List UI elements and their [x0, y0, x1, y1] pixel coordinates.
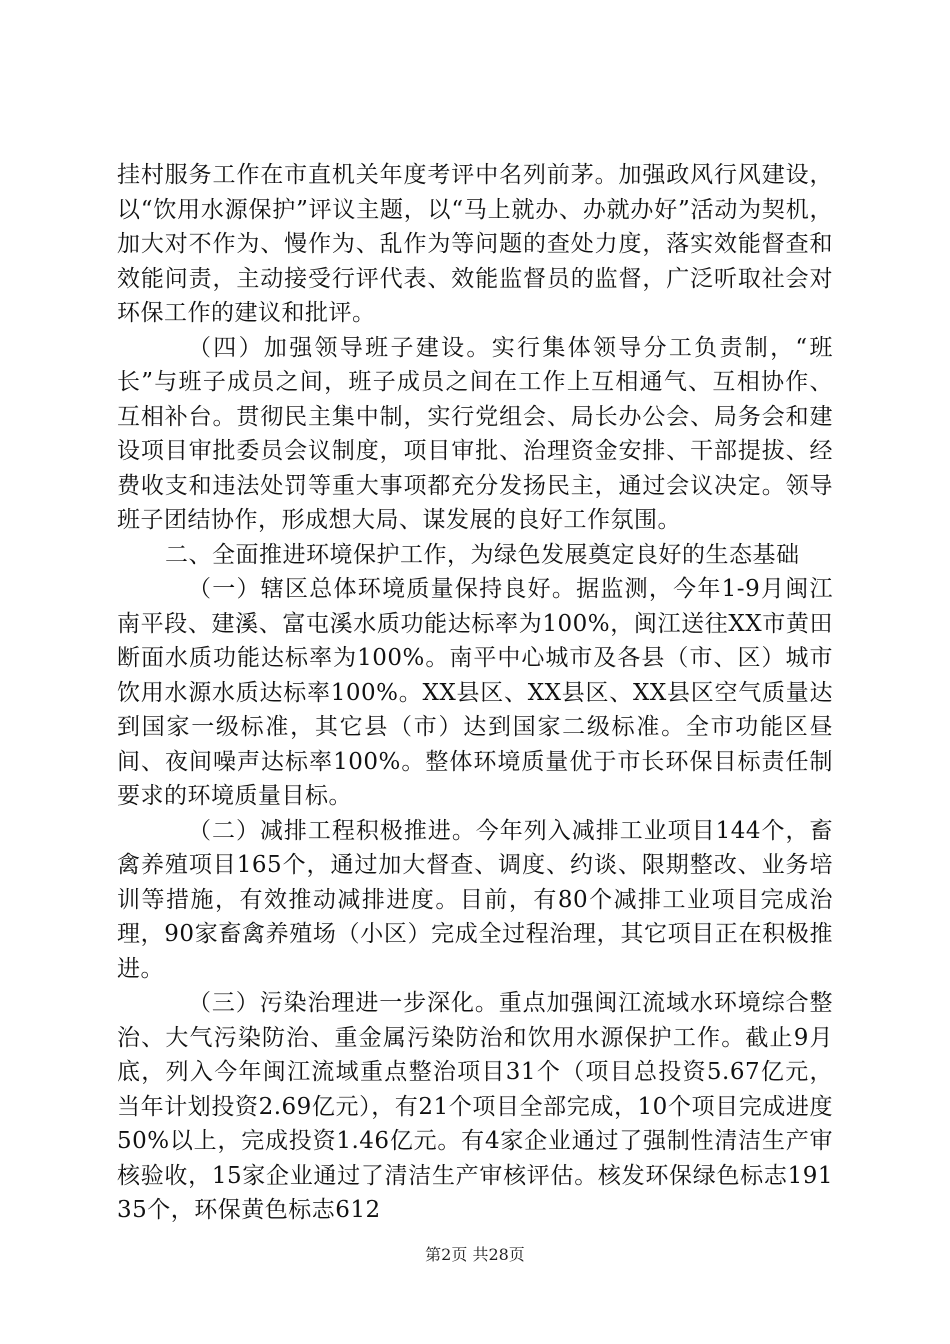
document-body — [117, 158, 833, 1228]
paragraph-emission-reduction: （二）减排工程积极推进。今年列入减排工业项目144个，畜禽养殖项目165个，通过加大督查、调度、约谈、限期整改、业务培训等措施，有效推动减排进度。目前，有80个减排工业项目完成治理，90家畜禽养殖场（小区）完成全过程治理，其它项目正在积极推进。 — [117, 817, 833, 982]
paragraph-environment-quality: （一）辖区总体环境质量保持良好。据监测，今年1-9月闽江南平段、建溪、富屯溪水质功能达标率为100%，闽江送往XX市黄田断面水质功能达标率为100%。南平中心城市及各县（市、区）城市饮用水源水质达标率100%。XX县区、XX县区、XX县区空气质量达到国家一级标准，其它县（市）达到国家二级标准。全市功能区昼间、夜间噪声达标率100%。整体环境质量优于市长环保目标责任制要求的环境质量目标。 — [117, 576, 833, 809]
paragraph-continuation: 挂村服务工作在市直机关年度考评中名列前茅。加强政风行风建设，以“饮用水源保护”评议主题，以“马上就办、办就办好”活动为契机，加大对不作为、慢作为、乱作为等问题的查处力度，落实效能督查和效能问责，主动接受行评代表、效能监督员的监督，广泛听取社会对环保工作的建议和批评。 — [117, 162, 833, 326]
paragraph-pollution-control: （三）污染治理进一步深化。重点加强闽江流域水环境综合整治、大气污染防治、重金属污染防治和饮用水源保护工作。截止9月底，列入今年闽江流域重点整治项目31个（项目总投资5.67亿元，当年计划投资2.69亿元），有21个项目全部完成，10个项目完成进度50%以上，完成投资1.46亿元。有4家企业通过了强制性清洁生产审核验收，15家企业通过了清洁生产审核评估。核发环保绿色标志19135个，环保黄色标志612 — [117, 990, 833, 1223]
section-heading-2: 二、全面推进环境保护工作，为绿色发展奠定良好的生态基础 — [165, 541, 800, 568]
paragraph-leadership: （四）加强领导班子建设。实行集体领导分工负责制，“班长”与班子成员之间，班子成员之间在工作上互相通气、互相协作、互相补台。贯彻民主集中制，实行党组会、局长办公会、局务会和建设项目审批委员会议制度，项目审批、治理资金安排、干部提拔、经费收支和违法处罚等重大事项都充分发扬民主，通过会议决定。领导班子团结协作，形成想大局、谋发展的良好工作氛围。 — [117, 334, 833, 533]
page-number-footer: 第2页 共28页 — [425, 1245, 525, 1264]
